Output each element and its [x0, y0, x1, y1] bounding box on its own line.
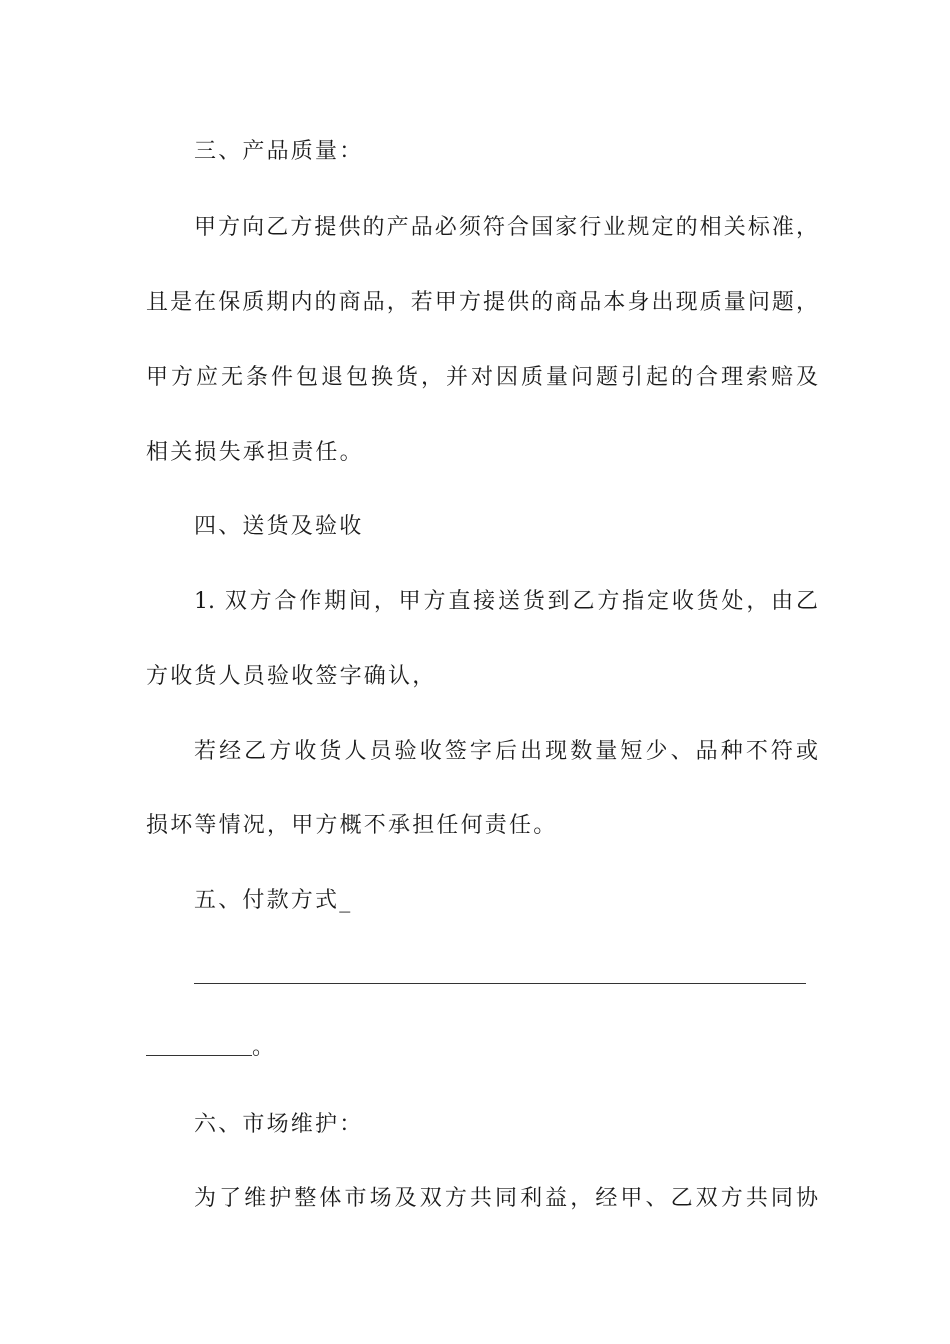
section-heading-delivery: 四、送货及验收 — [194, 514, 364, 539]
sentence-end-mark: 。 — [252, 1035, 275, 1060]
section-heading-product-quality: 三、产品质量： — [194, 139, 364, 164]
paragraph-line: 方收货人员验收签字确认， — [146, 664, 437, 689]
fill-in-blank-line — [146, 1055, 252, 1056]
paragraph-line: 若经乙方收货人员验收签字后出现数量短少、品种不符或 — [194, 739, 818, 764]
paragraph-line: 损坏等情况，甲方概不承担任何责任。 — [146, 813, 558, 838]
section-heading-market-maintenance: 六、市场维护： — [194, 1112, 364, 1137]
fill-in-blank-line — [194, 983, 806, 984]
paragraph-line: 甲方向乙方提供的产品必须符合国家行业规定的相关标准， — [194, 215, 818, 240]
paragraph-line: 且是在保质期内的商品，若甲方提供的商品本身出现质量问题， — [146, 290, 818, 315]
paragraph-line: 相关损失承担责任。 — [146, 440, 364, 465]
paragraph-line: 1. 双方合作期间，甲方直接送货到乙方指定收货处，由乙 — [194, 589, 818, 614]
section-heading-payment: 五、付款方式_ — [194, 888, 353, 913]
paragraph-line: 甲方应无条件包退包换货，并对因质量问题引起的合理索赔及 — [146, 365, 818, 390]
paragraph-line: 为了维护整体市场及双方共同利益，经甲、乙双方共同协 — [194, 1186, 818, 1211]
